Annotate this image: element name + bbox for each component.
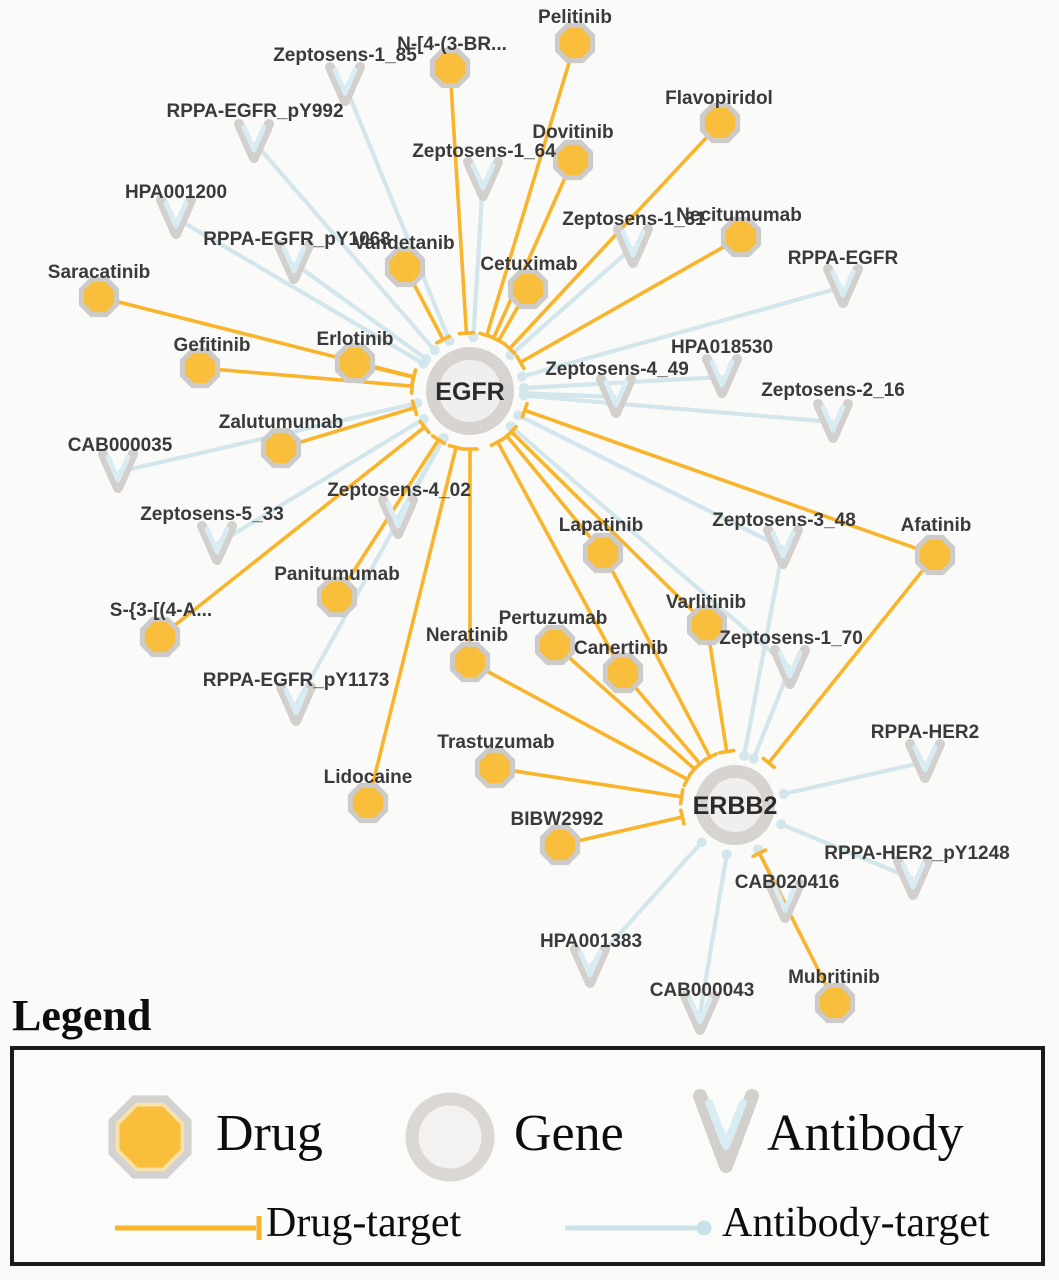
antibody-edge-dot xyxy=(519,391,529,401)
edge-zeptosens-1_85-egfr xyxy=(345,85,450,341)
drug-edge-tee xyxy=(412,370,415,384)
drug-node-pertuzumab[interactable] xyxy=(537,627,572,662)
antibody-node-rppa-egfr_py1068[interactable] xyxy=(279,245,309,279)
antibody-node-zeptosens-1_64[interactable] xyxy=(468,162,498,196)
drug-node-bibw2992[interactable] xyxy=(542,827,577,862)
antibody-edge-dot xyxy=(697,837,707,847)
node-label-rppa-her2: RPPA-HER2 xyxy=(870,722,980,743)
antibody-node-hpa001200[interactable] xyxy=(161,200,191,234)
edge-rppa-her2-erbb2 xyxy=(784,762,925,794)
node-label-s-3-4-a: S-{3-[(4-A... xyxy=(109,600,213,621)
node-label-mubritinib: Mubritinib xyxy=(788,967,880,988)
node-label-zeptosens-2_16: Zeptosens-2_16 xyxy=(761,380,905,401)
drug-legend-icon xyxy=(100,1087,200,1187)
drug-node-saracatinib[interactable] xyxy=(81,279,116,314)
drug-edge-tee xyxy=(681,790,683,804)
node-label-rppa-her2_py1248: RPPA-HER2_pY1248 xyxy=(824,843,1010,864)
antibody-node-rppa-egfr[interactable] xyxy=(828,269,858,303)
node-label-erlotinib: Erlotinib xyxy=(316,329,394,350)
legend-title: Legend xyxy=(12,991,152,1040)
node-label-zeptosens-4_49: Zeptosens-4_49 xyxy=(545,359,689,380)
antibody-edge-dot xyxy=(749,754,759,764)
legend-item-label-antibody-target: Antibody-target xyxy=(722,1200,990,1246)
node-label-zeptosens-1_85: Zeptosens-1_85 xyxy=(273,45,417,66)
node-label-panitumumab: Panitumumab xyxy=(274,564,400,585)
node-label-pelitinib: Pelitinib xyxy=(538,7,612,28)
node-label-zeptosens-1_70: Zeptosens-1_70 xyxy=(719,628,863,649)
antibody-target-legend-icon xyxy=(559,1212,724,1244)
node-label-canertinib: Canertinib xyxy=(574,638,668,659)
drug-node-pelitinib[interactable] xyxy=(557,25,592,60)
node-label-cab000035: CAB000035 xyxy=(67,435,173,456)
node-label-rppa-egfr: RPPA-EGFR xyxy=(787,248,899,269)
node-label-vandetanib: Vandetanib xyxy=(353,233,455,254)
drug-node-afatinib[interactable] xyxy=(917,537,952,572)
antibody-node-rppa-her2[interactable] xyxy=(910,744,940,778)
antibody-edge-dot xyxy=(430,345,440,355)
node-label-zeptosens-3_48: Zeptosens-3_48 xyxy=(712,510,856,531)
node-label-zeptosens-1_64: Zeptosens-1_64 xyxy=(412,141,556,162)
node-label-gefitinib: Gefitinib xyxy=(173,335,251,356)
node-label-rppa-egfr_py1068: RPPA-EGFR_pY1068 xyxy=(203,229,391,250)
legend-item-label-antibody: Antibody xyxy=(767,1105,964,1162)
drug-node-s-3-4-a[interactable] xyxy=(142,619,177,654)
node-label-varlitinib: Varlitinib xyxy=(665,592,747,613)
node-label-cetuximab: Cetuximab xyxy=(480,254,578,275)
node-label-lidocaine: Lidocaine xyxy=(323,767,413,788)
node-label-hpa001200: HPA001200 xyxy=(124,182,228,203)
drug-edge-tee xyxy=(720,751,734,753)
drug-node-trastuzumab[interactable] xyxy=(477,750,512,785)
antibody-edge-dot xyxy=(776,819,786,829)
drug-target-legend-icon xyxy=(109,1212,279,1244)
node-label-afatinib: Afatinib xyxy=(900,515,972,536)
antibody-edge-dot xyxy=(421,354,431,364)
antibody-edge-dot xyxy=(722,849,732,859)
drug-node-vandetanib[interactable] xyxy=(387,249,422,284)
drug-edge-tee xyxy=(681,810,684,824)
node-label-zalutumumab: Zalutumumab xyxy=(218,412,344,433)
drug-node-erlotinib[interactable] xyxy=(337,345,372,380)
antibody-edge-dot xyxy=(739,751,749,761)
node-label-rppa-egfr_py992: RPPA-EGFR_pY992 xyxy=(166,101,344,122)
drug-node-flavopiridol[interactable] xyxy=(702,105,737,140)
node-label-trastuzumab: Trastuzumab xyxy=(437,732,555,753)
legend-item-label-drug-target: Drug-target xyxy=(266,1200,462,1246)
gene-label-erbb2: ERBB2 xyxy=(692,792,778,820)
drug-node-lidocaine[interactable] xyxy=(350,785,385,820)
label-layer xyxy=(48,7,1010,1001)
antibody-node-zeptosens-1_85[interactable] xyxy=(330,67,360,101)
drug-edge-tee xyxy=(459,333,473,334)
node-label-hpa018530: HPA018530 xyxy=(670,337,774,358)
node-label-cab000043: CAB000043 xyxy=(649,980,755,1001)
legend-item-label-gene: Gene xyxy=(514,1105,624,1162)
legend-item-label-drug: Drug xyxy=(216,1105,323,1162)
drug-node-dovitinib[interactable] xyxy=(555,142,590,177)
node-label-lapatinib: Lapatinib xyxy=(558,515,644,536)
drug-node-neratinib[interactable] xyxy=(452,644,487,679)
drug-node-zalutumumab[interactable] xyxy=(263,430,298,465)
node-label-pertuzumab: Pertuzumab xyxy=(498,608,608,629)
edge-n-4-3-br-egfr xyxy=(450,68,466,333)
node-label-hpa001383: HPA001383 xyxy=(539,931,643,952)
node-label-cab020416: CAB020416 xyxy=(734,872,840,893)
antibody-node-hpa018530[interactable] xyxy=(707,359,737,393)
drug-node-mubritinib[interactable] xyxy=(817,985,852,1020)
node-label-rppa-egfr_py1173: RPPA-EGFR_pY1173 xyxy=(202,670,390,691)
drug-node-lapatinib[interactable] xyxy=(585,535,620,570)
gene-label-egfr: EGFR xyxy=(435,378,505,406)
node-label-flavopiridol: Flavopiridol xyxy=(665,88,773,109)
antibody-edge-dot xyxy=(517,371,527,381)
antibody-edge-dot xyxy=(779,789,789,799)
drug-node-n-4-3-br[interactable] xyxy=(432,50,467,85)
edge-trastuzumab-erbb2 xyxy=(495,768,682,797)
drug-node-cetuximab[interactable] xyxy=(510,271,545,306)
node-label-zeptosens-1_31: Zeptosens-1_31 xyxy=(562,209,706,230)
node-label-necitumumab: Necitumumab xyxy=(676,205,802,226)
gene-legend-icon xyxy=(402,1089,498,1185)
node-label-n-4-3-br: N-[4-(3-BR... xyxy=(397,34,507,55)
node-label-zeptosens-4_02: Zeptosens-4_02 xyxy=(327,480,471,501)
antibody-legend-icon xyxy=(676,1078,776,1188)
node-label-neratinib: Neratinib xyxy=(425,625,509,646)
drug-edge-tee xyxy=(449,446,463,449)
node-label-bibw2992: BIBW2992 xyxy=(510,809,604,830)
node-label-zeptosens-5_33: Zeptosens-5_33 xyxy=(140,504,284,525)
drug-edge-tee xyxy=(522,404,527,417)
node-label-saracatinib: Saracatinib xyxy=(47,262,151,283)
legend-box xyxy=(10,1046,1045,1266)
node-label-dovitinib: Dovitinib xyxy=(532,122,614,143)
drug-node-canertinib[interactable] xyxy=(605,655,640,690)
